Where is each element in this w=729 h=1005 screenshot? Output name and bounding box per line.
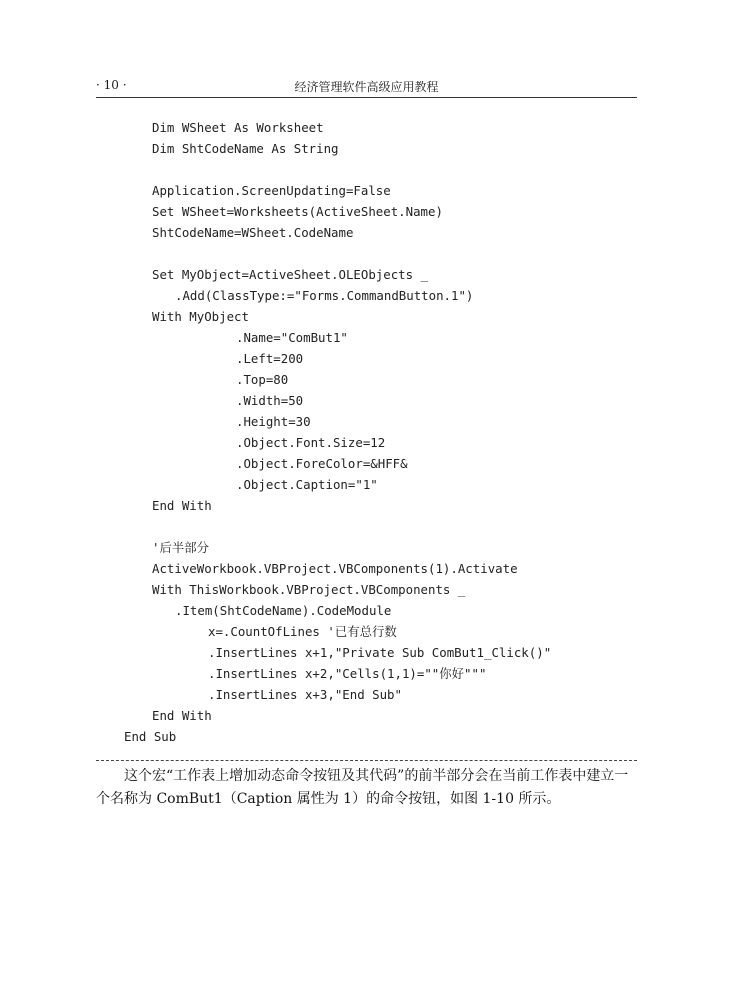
code-line: .Add(ClassType:="Forms.CommandButton.1") xyxy=(175,288,474,303)
header-rule xyxy=(96,97,637,98)
code-line: .Object.Caption="1" xyxy=(236,477,378,492)
code-line: .Left=200 xyxy=(236,351,304,366)
code-line: ActiveWorkbook.VBProject.VBComponents(1).Activate xyxy=(152,561,518,576)
code-line: x=.CountOfLines '已有总行数 xyxy=(208,624,397,639)
section-divider xyxy=(96,760,637,761)
code-line: .Item(ShtCodeName).CodeModule xyxy=(175,603,392,618)
code-line: '后半部分 xyxy=(152,540,210,555)
body-paragraph: 这个宏“工作表上增加动态命令按钮及其代码”的前半部分会在当前工作表中建立一个名称为 ComBut1（Caption 属性为 1）的命令按钮，如图 1-10 所示。 xyxy=(96,768,629,807)
code-line: .Name="ComBut1" xyxy=(236,330,348,345)
code-line: Dim WSheet As Worksheet xyxy=(152,120,324,135)
code-line: ShtCodeName=WSheet.CodeName xyxy=(152,225,354,240)
code-line: .Top=80 xyxy=(236,372,289,387)
page-header xyxy=(96,78,637,96)
code-line: Application.ScreenUpdating=False xyxy=(152,183,391,198)
code-line: With MyObject xyxy=(152,309,249,324)
code-line: Set WSheet=Worksheets(ActiveSheet.Name) xyxy=(152,204,443,219)
page-number: · 10 · xyxy=(96,78,127,92)
code-line: .Object.Font.Size=12 xyxy=(236,435,386,450)
code-line: End With xyxy=(152,708,212,723)
code-line: .InsertLines x+3,"End Sub" xyxy=(208,687,402,702)
code-line: .InsertLines x+1,"Private Sub ComBut1_Click()" xyxy=(208,645,552,660)
code-line: .Object.ForeColor=&HFF& xyxy=(236,456,408,471)
code-line: End With xyxy=(152,498,212,513)
code-line: Set MyObject=ActiveSheet.OLEObjects _ xyxy=(152,267,429,282)
code-line: .Height=30 xyxy=(236,414,311,429)
code-line: Dim ShtCodeName As String xyxy=(152,141,339,156)
code-line: .InsertLines x+2,"Cells(1,1)=""你好""" xyxy=(208,666,487,681)
code-line: End Sub xyxy=(124,729,177,744)
code-line: With ThisWorkbook.VBProject.VBComponents _ xyxy=(152,582,466,597)
book-title: 经济管理软件高级应用教程 xyxy=(294,80,439,94)
code-line: .Width=50 xyxy=(236,393,304,408)
